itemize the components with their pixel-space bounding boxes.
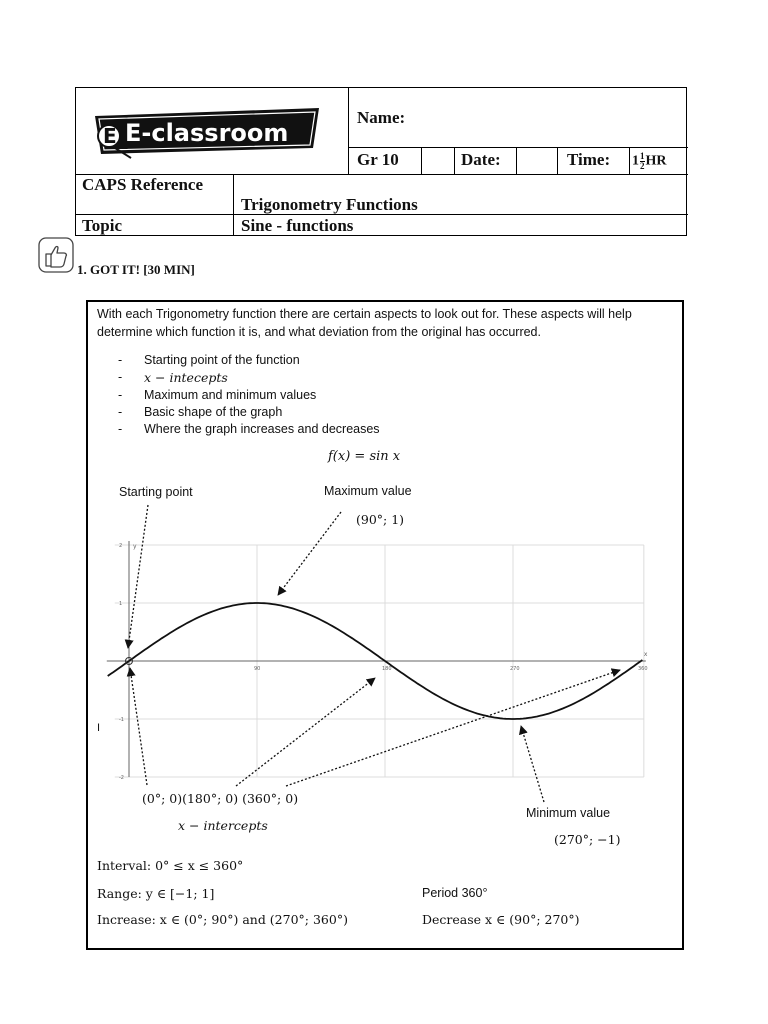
logo-text: E-classroom: [125, 119, 289, 147]
e-classroom-logo: [91, 102, 321, 162]
list-item: - Maximum and minimum values: [118, 388, 380, 405]
grade-label: Gr 10: [357, 150, 399, 169]
topic-value: Sine - functions: [241, 216, 354, 235]
svg-text:E: E: [103, 124, 117, 148]
x-tick-label: 270: [510, 666, 520, 672]
caps-reference-label: CAPS Reference: [82, 175, 204, 194]
content-box: [86, 300, 684, 950]
caps-reference-value: Trigonometry Functions: [241, 195, 418, 214]
list-item: - Starting point of the function: [118, 353, 380, 370]
function-label: f(x) = sin x: [328, 449, 401, 464]
graph-ticks: [119, 543, 648, 781]
graph-arrows: [126, 505, 621, 802]
y-tick-label: -2: [119, 775, 124, 781]
x-axis-label: x: [643, 651, 648, 658]
y-axis-label: y: [133, 543, 137, 550]
decrease-text: Decrease x ∈ (90°; 270°): [422, 912, 580, 927]
graph-axes: [107, 541, 648, 777]
increase-text: Increase: x ∈ (0°; 90°) and (270°; 360°): [97, 912, 348, 927]
date-label: Date:: [461, 150, 501, 169]
arrow-intercept-0: [130, 668, 147, 785]
header-table: [75, 87, 687, 236]
starting-point-label: Starting point: [119, 485, 193, 499]
time-label: Time:: [567, 150, 611, 169]
intro-line-2: determine which function it is, and what deviation from the original has occurred.: [97, 325, 541, 339]
intercepts-label: x − intercepts: [178, 818, 268, 833]
x-tick-label: 90: [254, 666, 261, 672]
list-item: - Where the graph increases and decreases: [118, 422, 380, 439]
intercepts-coords: (0°; 0)(180°; 0) (360°; 0): [142, 791, 299, 806]
intro-line-1: With each Trigonometry function there are certain aspects to look out for. These aspects will help: [97, 307, 632, 321]
x-tick-label: 180: [382, 666, 392, 672]
interval-text: Interval: 0° ≤ x ≤ 360°: [97, 858, 244, 873]
name-label: Name:: [357, 108, 406, 127]
arrow-starting-point: [128, 505, 148, 648]
stray-mark: I: [97, 722, 101, 734]
arrow-maximum: [278, 512, 341, 595]
sine-graph: [88, 302, 682, 948]
range-text: Range: y ∈ [−1; 1]: [97, 886, 215, 901]
y-tick-label: 2: [119, 543, 123, 549]
list-item: - x − intecepts: [118, 370, 380, 387]
section-title: 1. GOT IT! [30 MIN]: [77, 262, 195, 277]
x-tick-label: 360: [638, 666, 648, 672]
arrow-minimum: [521, 726, 544, 802]
period-text: Period 360°: [422, 886, 488, 900]
minimum-coord: (270°; −1): [554, 832, 621, 847]
y-tick-label: 1: [119, 601, 123, 607]
time-value: 1 $\frac{1}{2}$ HR: [632, 151, 667, 171]
minimum-value-label: Minimum value: [526, 806, 611, 820]
thumbs-up-icon: [38, 237, 74, 273]
y-tick-label: -1: [119, 717, 124, 723]
topic-label: Topic: [82, 216, 123, 235]
arrow-intercept-360: [286, 670, 620, 786]
list-item: - Basic shape of the graph: [118, 405, 380, 422]
maximum-value-label: Maximum value: [324, 484, 412, 498]
maximum-coord: (90°; 1): [356, 512, 405, 527]
